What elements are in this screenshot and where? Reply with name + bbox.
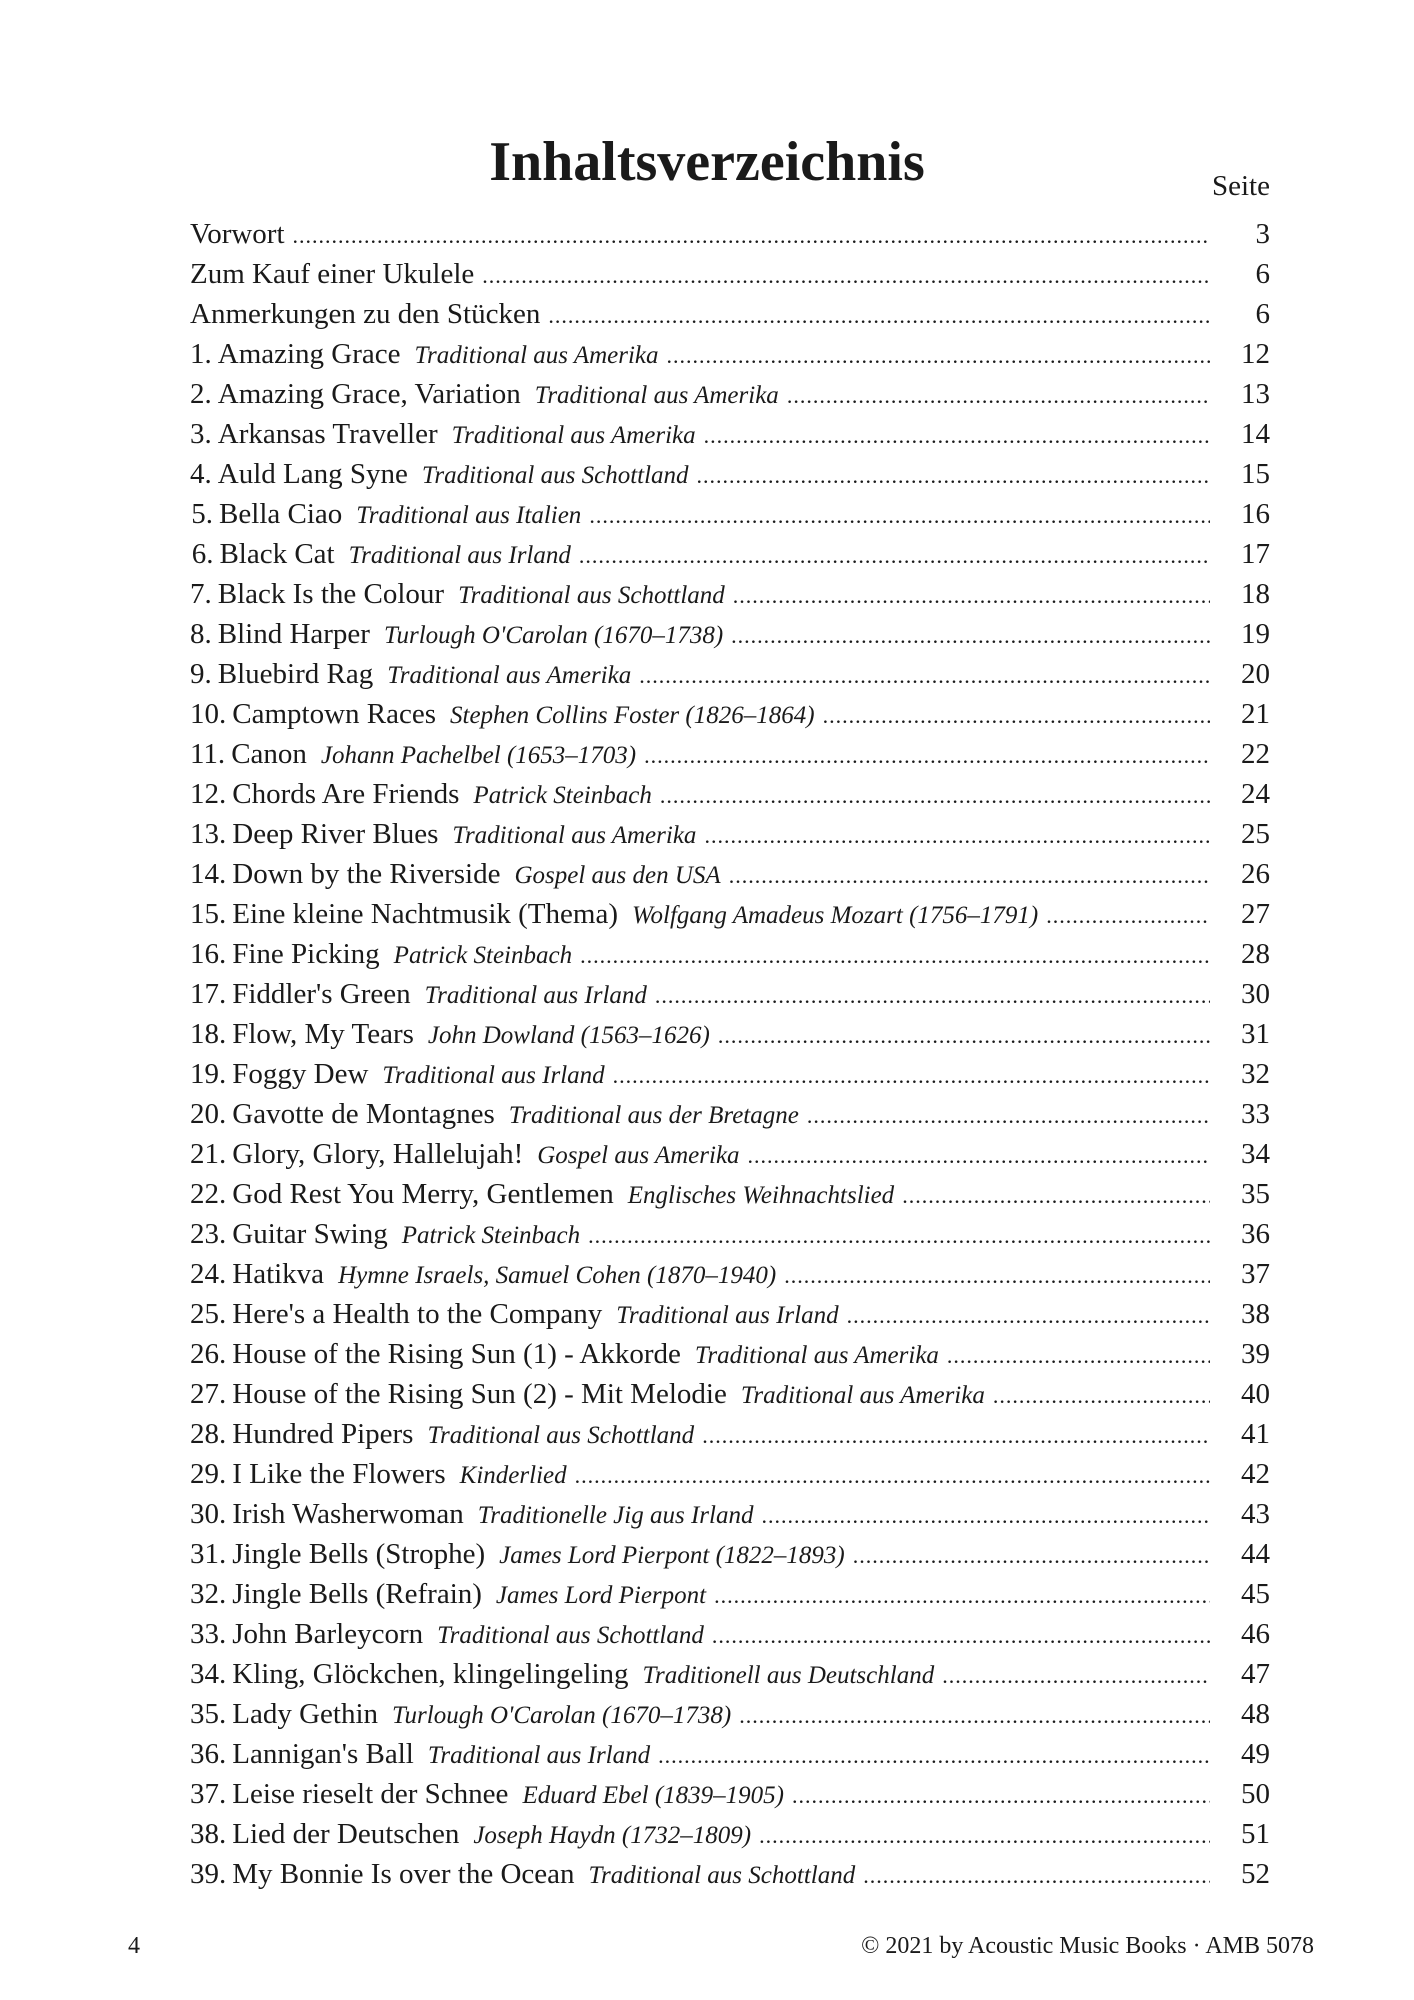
dot-leader [784, 1256, 1210, 1296]
toc-intro-row [190, 214, 1270, 254]
toc-entry-row [190, 1254, 1270, 1294]
toc-page-number: 27 [1241, 898, 1270, 930]
toc-intro-row [190, 254, 1270, 294]
toc-entry-number: 17. [190, 978, 227, 1010]
toc-entry-title: House of the Rising Sun (2) - Mit Melodie [232, 1378, 727, 1410]
dot-leader [748, 1136, 1210, 1176]
toc-entry-number: 19. [190, 1058, 227, 1090]
toc-entry-title: Fiddler's Green [232, 978, 411, 1010]
toc-page-number: 42 [1241, 1458, 1270, 1490]
toc-entry-number: 39. [190, 1858, 227, 1890]
toc-entry-title: Anmerkungen zu den Stücken [190, 298, 541, 330]
toc-entry-title: God Rest You Merry, Gentlemen [232, 1178, 614, 1210]
toc-entry-title: Down by the Riverside [232, 858, 501, 890]
toc-page-number: 38 [1241, 1298, 1270, 1330]
toc-page-number: 22 [1241, 738, 1270, 770]
toc-entry-row [190, 1654, 1270, 1694]
toc-entry-row [190, 374, 1270, 414]
toc-entry-number: 21. [190, 1138, 227, 1170]
toc-entry-row [190, 814, 1270, 854]
dot-leader [947, 1336, 1210, 1376]
dot-leader [589, 496, 1210, 536]
toc-entry-row [190, 974, 1270, 1014]
toc-entry-credit: Traditional aus Amerika [387, 662, 632, 689]
toc-entry-row [190, 1334, 1270, 1374]
toc-entry-number: 9. [190, 658, 212, 690]
toc-entry-row [190, 1454, 1270, 1494]
toc-entry-credit: Traditional aus Schottland [588, 1862, 856, 1889]
toc-entry-number: 26. [190, 1338, 227, 1370]
toc-page-number: 6 [1255, 258, 1270, 290]
toc-entry-number: 22. [190, 1178, 227, 1210]
toc-entry-row [190, 1374, 1270, 1414]
toc-entry-row [190, 334, 1270, 374]
dot-leader [733, 576, 1210, 616]
dot-leader [658, 1736, 1210, 1776]
toc-entry-credit: Patrick Steinbach [401, 1222, 581, 1249]
toc-entry-credit: Traditional aus der Bretagne [508, 1102, 799, 1129]
toc-entry-row [190, 694, 1270, 734]
toc-entry-row [190, 1134, 1270, 1174]
toc-entry-row [190, 494, 1270, 534]
toc-entry-credit: Patrick Steinbach [393, 942, 573, 969]
toc-entry-title: Deep River Blues [232, 818, 439, 850]
toc-entry-row [190, 1094, 1270, 1134]
toc-entry-row [190, 894, 1270, 934]
toc-entry-credit: Traditionelle Jig aus Irland [477, 1502, 754, 1529]
toc-page-number: 52 [1241, 1858, 1270, 1890]
toc-entry-row [190, 1734, 1270, 1774]
toc-page-number: 20 [1241, 658, 1270, 690]
toc-entry-title: Canon [231, 738, 307, 770]
toc-page-number: 28 [1241, 938, 1270, 970]
toc-entry-row [190, 654, 1270, 694]
toc-entry-title: Auld Lang Syne [217, 458, 408, 490]
toc-entry-row [190, 414, 1270, 454]
toc-page-number: 12 [1241, 338, 1270, 370]
toc-page-number: 13 [1241, 378, 1270, 410]
toc-entry-title: I Like the Flowers [232, 1458, 446, 1490]
toc-entry-title: House of the Rising Sun (1) - Akkorde [232, 1338, 681, 1370]
dot-leader [759, 1816, 1210, 1856]
dot-leader [787, 376, 1210, 416]
toc-entry-credit: Traditional aus Schottland [458, 582, 725, 609]
toc-entry-credit: James Lord Pierpont (1822–1893) [499, 1542, 845, 1569]
toc-entry-number: 5. [191, 498, 214, 530]
toc-entry-credit: Turlough O'Carolan (1670–1738) [383, 622, 724, 649]
toc-entry-credit: Traditional aus Irland [348, 542, 571, 569]
toc-entry-title: Jingle Bells (Refrain) [232, 1578, 482, 1610]
toc-entry-number: 34. [190, 1658, 227, 1690]
toc-entry-number: 3. [190, 418, 212, 450]
toc-page-number: 18 [1241, 578, 1270, 610]
dot-leader [823, 696, 1210, 736]
toc-entry-credit: Traditionell aus Deutschland [642, 1662, 935, 1689]
toc-entry-title: Foggy Dew [232, 1058, 369, 1090]
dot-leader [660, 776, 1210, 816]
toc-page-number: 32 [1241, 1058, 1270, 1090]
dot-leader [712, 1616, 1210, 1656]
toc-entry-row [190, 734, 1270, 774]
dot-leader [714, 1576, 1210, 1616]
toc-entry-row [190, 1574, 1270, 1614]
toc-page-number: 49 [1241, 1738, 1270, 1770]
toc-entry-credit: Patrick Steinbach [473, 782, 652, 809]
toc-entry-number: 31. [190, 1538, 227, 1570]
toc-page-number: 48 [1241, 1698, 1270, 1730]
toc-entry-title: John Barleycorn [232, 1618, 424, 1650]
toc-entry-number: 36. [190, 1738, 227, 1770]
toc-entry-row [190, 1174, 1270, 1214]
toc-entry-row [190, 1294, 1270, 1334]
toc-entry-credit: Johann Pachelbel (1653–1703) [320, 742, 637, 769]
toc-page-number: 34 [1241, 1138, 1270, 1170]
toc-entry-row [190, 1494, 1270, 1534]
toc-entry-row [190, 1614, 1270, 1654]
dot-leader [644, 736, 1210, 776]
toc-page-number: 39 [1241, 1338, 1270, 1370]
toc-entry-credit: Stephen Collins Foster (1826–1864) [450, 702, 815, 729]
toc-page-number: 51 [1241, 1818, 1270, 1850]
toc-entry-number: 16. [190, 938, 227, 970]
toc-page-number: 40 [1241, 1378, 1270, 1410]
toc-entry-title: Glory, Glory, Hallelujah! [232, 1138, 524, 1170]
toc-entry-credit: John Dowland (1563–1626) [427, 1022, 710, 1049]
toc-page-number: 41 [1241, 1418, 1270, 1450]
toc-entry-number: 37. [190, 1778, 227, 1810]
table-of-contents [190, 214, 1270, 1894]
toc-entry-title: Vorwort [190, 218, 285, 250]
toc-page-number: 50 [1241, 1778, 1270, 1810]
toc-entry-row [190, 534, 1270, 574]
toc-page-number: 30 [1241, 978, 1270, 1010]
page-column-header: Seite [1212, 170, 1270, 202]
toc-entry-title: Jingle Bells (Strophe) [232, 1538, 486, 1570]
dot-leader [697, 456, 1210, 496]
toc-entry-title: Zum Kauf einer Ukulele [190, 258, 475, 290]
toc-entry-number: 13. [190, 818, 227, 850]
dot-leader [807, 1096, 1210, 1136]
toc-entry-title: Amazing Grace [217, 338, 401, 370]
toc-entry-title: Here's a Health to the Company [232, 1298, 603, 1330]
toc-entry-row [190, 1534, 1270, 1574]
dot-leader [853, 1536, 1210, 1576]
toc-entry-credit: Traditional aus Amerika [534, 382, 779, 409]
toc-entry-row [190, 1774, 1270, 1814]
toc-entry-number: 15. [190, 898, 227, 930]
toc-entry-title: Lannigan's Ball [232, 1738, 414, 1770]
toc-page-number: 19 [1241, 618, 1270, 650]
toc-entry-title: Amazing Grace, Variation [217, 378, 521, 410]
toc-entry-number: 28. [190, 1418, 227, 1450]
toc-page-number: 3 [1255, 218, 1270, 250]
toc-entry-number: 38. [190, 1818, 227, 1850]
footer-copyright: © 2021 by Acoustic Music Books · AMB 5078 [861, 1933, 1314, 1959]
toc-page-number: 43 [1241, 1498, 1270, 1530]
toc-entry-number: 10. [190, 698, 227, 730]
dot-leader [761, 1496, 1210, 1536]
toc-entry-title: Eine kleine Nachtmusik (Thema) [232, 898, 618, 930]
toc-entry-row [190, 574, 1270, 614]
toc-entry-title: Gavotte de Montagnes [232, 1098, 495, 1130]
toc-entry-row [190, 1054, 1270, 1094]
toc-entry-credit: Traditional aus Amerika [694, 1342, 939, 1369]
toc-entry-title: Leise rieselt der Schnee [232, 1778, 509, 1810]
toc-entry-credit: Joseph Haydn (1732–1809) [473, 1822, 752, 1849]
toc-entry-title: Hundred Pipers [232, 1418, 414, 1450]
toc-entry-credit: Traditional aus Italien [356, 502, 582, 529]
toc-entry-title: Fine Picking [232, 938, 380, 970]
toc-entry-credit: Gospel aus Amerika [537, 1142, 740, 1169]
toc-page-number: 26 [1241, 858, 1270, 890]
dot-leader [639, 656, 1210, 696]
toc-entry-title: Kling, Glöckchen, klingelingeling [232, 1658, 629, 1690]
toc-entry-number: 6. [191, 538, 214, 570]
toc-page-number: 24 [1241, 778, 1270, 810]
toc-entry-title: Lied der Deutschen [232, 1818, 460, 1850]
toc-entry-credit: Traditional aus Schottland [421, 462, 689, 489]
toc-entry-number: 18. [190, 1018, 227, 1050]
toc-entry-row [190, 454, 1270, 494]
dot-leader [580, 936, 1210, 976]
toc-page-number: 47 [1241, 1658, 1270, 1690]
toc-entry-row [190, 1854, 1270, 1894]
toc-entry-credit: Traditional aus Irland [424, 982, 647, 1009]
toc-entry-number: 11. [190, 738, 226, 770]
toc-page-number: 16 [1241, 498, 1270, 530]
dot-leader [293, 216, 1210, 256]
toc-entry-credit: Traditional aus Amerika [414, 342, 659, 369]
toc-entry-number: 2. [190, 378, 212, 410]
toc-entry-credit: Traditional aus Irland [427, 1742, 651, 1769]
toc-entry-credit: Traditional aus Irland [616, 1302, 839, 1329]
toc-entry-number: 30. [190, 1498, 227, 1530]
dot-leader [588, 1216, 1210, 1256]
toc-entry-title: Lady Gethin [232, 1698, 379, 1730]
toc-page-number: 17 [1241, 538, 1270, 570]
toc-entry-number: 29. [190, 1458, 227, 1490]
dot-leader [548, 296, 1210, 336]
dot-leader [579, 536, 1210, 576]
dot-leader [702, 1416, 1210, 1456]
toc-entry-number: 14. [190, 858, 227, 890]
toc-entry-row [190, 1814, 1270, 1854]
toc-entry-title: My Bonnie Is over the Ocean [232, 1858, 575, 1890]
toc-entry-credit: Traditional aus Schottland [437, 1622, 704, 1649]
toc-entry-number: 32. [190, 1578, 227, 1610]
dot-leader [704, 416, 1210, 456]
toc-page-number: 6 [1255, 298, 1270, 330]
toc-entry-row [190, 1694, 1270, 1734]
toc-entry-number: 7. [190, 578, 212, 610]
toc-entry-title: Black Cat [219, 538, 335, 570]
dot-leader [731, 616, 1210, 656]
toc-entry-title: Irish Washerwoman [232, 1498, 464, 1530]
toc-entry-credit: Wolfgang Amadeus Mozart (1756–1791) [631, 902, 1039, 929]
dot-leader [729, 856, 1210, 896]
toc-page-number: 46 [1241, 1618, 1270, 1650]
dot-leader [792, 1776, 1210, 1816]
toc-entry-credit: Kinderlied [459, 1462, 567, 1489]
toc-entry-number: 4. [190, 458, 212, 490]
toc-entry-number: 8. [190, 618, 212, 650]
toc-entry-title: Arkansas Traveller [217, 418, 438, 450]
toc-entry-title: Hatikva [232, 1258, 325, 1290]
toc-entry-number: 25. [190, 1298, 227, 1330]
toc-entry-title: Guitar Swing [232, 1218, 388, 1250]
dot-leader [942, 1656, 1210, 1696]
toc-entry-number: 24. [190, 1258, 227, 1290]
toc-entry-number: 12. [190, 778, 227, 810]
toc-entry-title: Bluebird Rag [217, 658, 374, 690]
toc-entry-row [190, 934, 1270, 974]
page-title: Inhaltsverzeichnis [489, 130, 925, 193]
toc-page-number: 37 [1241, 1258, 1270, 1290]
toc-entry-credit: James Lord Pierpont [495, 1582, 707, 1609]
toc-entry-credit: Traditional aus Amerika [740, 1382, 985, 1409]
toc-page-number: 15 [1241, 458, 1270, 490]
dot-leader [667, 336, 1210, 376]
toc-page-number: 36 [1241, 1218, 1270, 1250]
toc-entry-credit: Englisches Weihnachtslied [627, 1182, 895, 1209]
toc-entry-number: 20. [190, 1098, 227, 1130]
toc-entry-credit: Traditional aus Schottland [427, 1422, 695, 1449]
toc-page-number: 21 [1241, 698, 1270, 730]
toc-entry-title: Chords Are Friends [232, 778, 460, 810]
toc-entry-credit: Eduard Ebel (1839–1905) [522, 1782, 784, 1809]
dot-leader [655, 976, 1210, 1016]
toc-entry-row [190, 1014, 1270, 1054]
toc-entry-number: 23. [190, 1218, 227, 1250]
dot-leader [1046, 896, 1210, 936]
dot-leader [863, 1856, 1210, 1896]
toc-entry-title: Flow, My Tears [232, 1018, 414, 1050]
toc-entry-number: 1. [190, 338, 212, 370]
toc-page-number: 44 [1241, 1538, 1270, 1570]
toc-intro-row [190, 294, 1270, 334]
toc-page-number: 25 [1241, 818, 1270, 850]
toc-entry-title: Camptown Races [232, 698, 437, 730]
toc-page-number: 14 [1241, 418, 1270, 450]
toc-page-number: 35 [1241, 1178, 1270, 1210]
dot-leader [847, 1296, 1210, 1336]
toc-entry-credit: Gospel aus den USA [514, 862, 721, 889]
toc-entry-row [190, 1414, 1270, 1454]
dot-leader [718, 1016, 1210, 1056]
toc-entry-row [190, 614, 1270, 654]
toc-entry-number: 27. [190, 1378, 227, 1410]
dot-leader [739, 1696, 1210, 1736]
toc-entry-credit: Hymne Israels, Samuel Cohen (1870–1940) [338, 1262, 777, 1289]
dot-leader [902, 1176, 1210, 1216]
toc-entry-number: 33. [190, 1618, 227, 1650]
dot-leader [482, 256, 1210, 296]
toc-page-number: 45 [1241, 1578, 1270, 1610]
toc-entry-row [190, 1214, 1270, 1254]
toc-entry-title: Bella Ciao [219, 498, 343, 530]
toc-entry-credit: Traditional aus Irland [382, 1062, 605, 1089]
toc-entry-credit: Traditional aus Amerika [451, 422, 696, 449]
toc-entry-credit: Turlough O'Carolan (1670–1738) [392, 1702, 732, 1729]
toc-entry-title: Black Is the Colour [217, 578, 445, 610]
toc-page-number: 31 [1241, 1018, 1270, 1050]
toc-entry-credit: Traditional aus Amerika [452, 822, 697, 849]
dot-leader [993, 1376, 1210, 1416]
toc-entry-title: Blind Harper [217, 618, 370, 650]
dot-leader [575, 1456, 1210, 1496]
dot-leader [704, 816, 1210, 856]
footer-page-number: 4 [128, 1933, 140, 1959]
dot-leader [613, 1056, 1210, 1096]
toc-page-number: 33 [1241, 1098, 1270, 1130]
toc-entry-number: 35. [190, 1698, 227, 1730]
toc-entry-row [190, 854, 1270, 894]
toc-entry-row [190, 774, 1270, 814]
